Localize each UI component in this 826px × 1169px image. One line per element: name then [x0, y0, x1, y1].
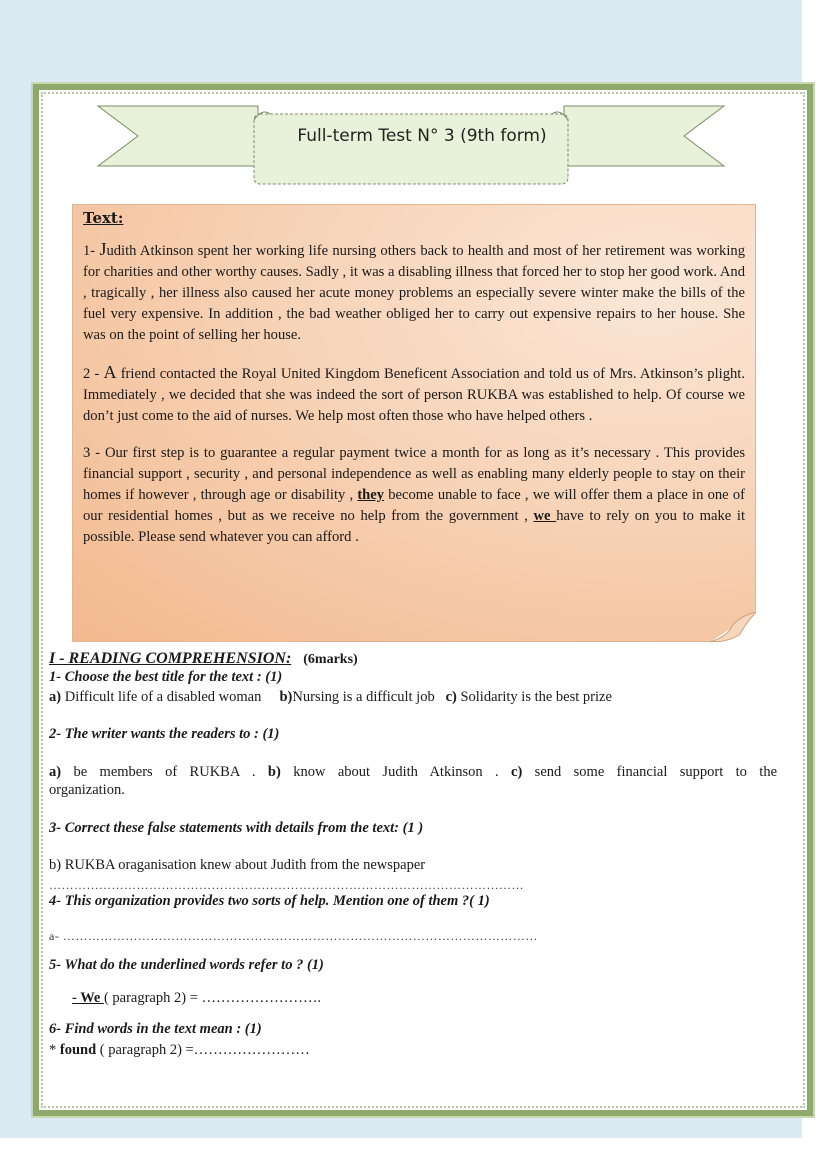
underlined-word-we: we	[533, 508, 557, 524]
q2-option-c-label: c)	[511, 764, 523, 780]
paragraph-3	[83, 443, 745, 548]
question-6-word: found	[59, 1042, 97, 1058]
question-6-item[interactable]	[49, 1041, 779, 1059]
q2-option-a-text: be members of RUKBA .	[61, 764, 256, 780]
question-1-title: 1- Choose the best title for the text : (1)	[49, 669, 283, 685]
paragraph-2-number: 2 -	[83, 366, 104, 382]
paragraph-1-initial: J	[99, 239, 107, 259]
text-heading: Text:	[83, 209, 124, 227]
text-box	[72, 204, 756, 642]
question-1-options	[49, 688, 779, 706]
paragraph-3-number: 3 -	[83, 445, 105, 461]
option-b-label: b)	[279, 689, 293, 705]
question-3-statement: b) RUKBA oraganisation knew about Judith from the newspaper	[49, 857, 426, 873]
q2-option-a-label: a)	[49, 764, 62, 780]
paragraph-1-body: udith Atkinson spent her working life nursing others back to health and most of her retirement was working for charities and other worthy causes. Sadly , it was a disabling illness that forced her to stop her good work. And , tragically , her illness also caused her acute money problems an especially severe winter make the bills of the fuel very expensive. In addition , the bad weather obliged her to carry out expensive repairs to her house. She was on the point of selling her house.	[83, 243, 745, 343]
paragraph-2	[83, 362, 745, 427]
question-2-continuation: organization.	[49, 782, 125, 798]
paragraph-1-number: 1-	[83, 243, 100, 259]
question-4-answer-line[interactable]: a- ……………………………………………………………………………………………………	[49, 929, 538, 943]
q2-option-b-text: know about Judith Atkinson .	[280, 764, 499, 780]
question-4-title: 4- This organization provides two sorts of help. Mention one of them ?( 1)	[49, 893, 490, 909]
option-a-text: Difficult life of a disabled woman	[61, 689, 262, 705]
paragraph-3-body-c: have to rely on you to make it possible. Please send whatever you can afford .	[83, 508, 745, 545]
question-2-title: 2- The writer wants the readers to : (1)	[49, 726, 280, 742]
q2-option-c-text: send some financial support to the	[522, 764, 778, 780]
page-title: Full-term Test N° 3 (9th form)	[297, 126, 547, 146]
section-title: I - READING COMPREHENSION:	[49, 650, 292, 667]
section-marks: (6marks)	[303, 652, 358, 667]
option-c-label: c)	[445, 689, 457, 705]
q2-option-b-label: b)	[267, 764, 281, 780]
question-2-options	[49, 763, 777, 781]
page-curl	[710, 612, 756, 642]
question-5-title: 5- What do the underlined words refer to ? (1)	[49, 957, 324, 973]
paragraph-3-body-a: Our first step is to guarantee a regular payment twice a month for as long as it’s necessary . This provides financial support , security , and personal independence as well as enabling many elderly people to stay on their homes if however , through age or disability ,	[83, 445, 745, 503]
question-5-item[interactable]	[72, 989, 772, 1007]
paragraph-2-body: friend contacted the Royal United Kingdom Beneficent Association and told us of Mrs. Atkinson’s plight. Immediately , we decided that she was indeed the sort of person RUKBA was established to help. Of course we don’t just come to the aid of nurses. We help most often those who have helped others .	[83, 366, 745, 424]
paragraph-1	[83, 239, 745, 346]
question-6-title: 6- Find words in the text mean : (1)	[49, 1021, 262, 1037]
section-heading	[49, 650, 779, 669]
paragraph-2-initial: A	[103, 362, 117, 382]
question-3-answer-line[interactable]: ……………………………………………………………………………………………………	[49, 878, 524, 892]
question-3-title: 3- Correct these false statements with details from the text: (1 )	[49, 820, 424, 836]
underlined-word-they: they	[357, 487, 385, 503]
question-6-answer: ( paragraph 2) =……………………	[96, 1042, 310, 1058]
paragraph-3-body-b: become unable to face , we will offer them a place in one of our residential homes , but as we receive no help from the government ,	[83, 487, 745, 524]
bullet: *	[49, 1042, 60, 1058]
option-c-text: Solidarity is the best prize	[456, 689, 612, 705]
option-b-text: Nursing is a difficult job	[292, 689, 435, 705]
option-a-label: a)	[49, 689, 62, 705]
question-5-word: - We	[72, 990, 104, 1006]
question-5-answer: ( paragraph 2) = …………………….	[103, 990, 322, 1006]
